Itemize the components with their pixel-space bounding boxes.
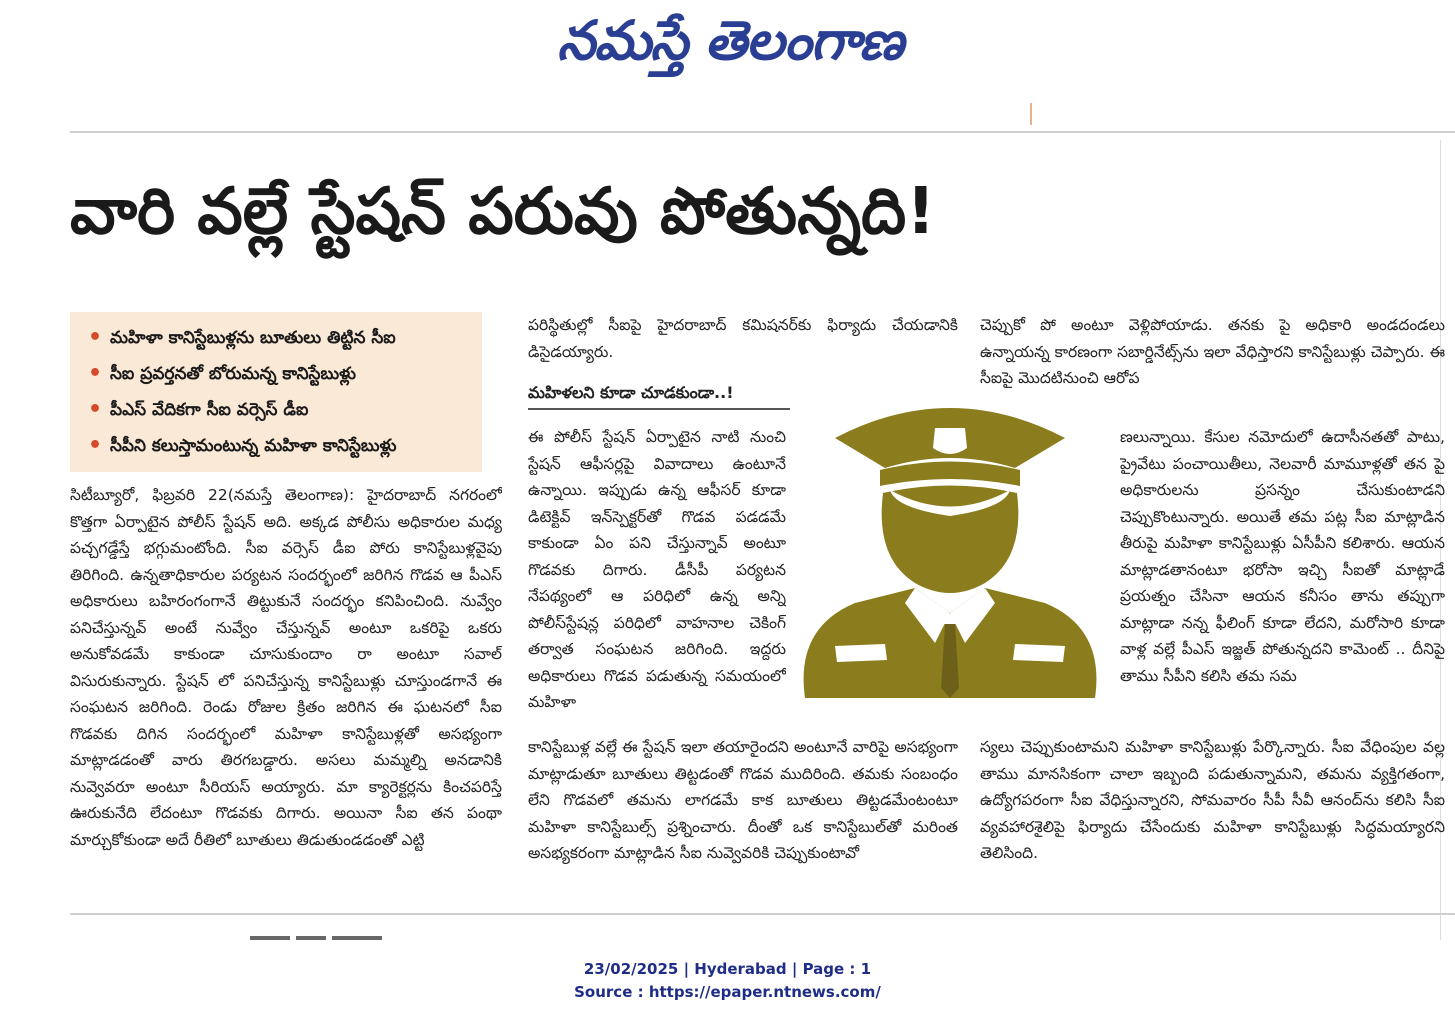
- highlight-item: • మహిళా కానిస్టేబుళ్లను బూతులు తిట్టిన సీఐ: [70, 320, 482, 356]
- masthead-logo: నమస్తే తెలంగాణ: [557, 9, 903, 72]
- bottom-rule: [70, 913, 1455, 915]
- article-column-3-bottom: స్యలు చెప్పుకుంటామని మహిళా కానిస్టేబుళ్లు పేర్కొన్నారు. సీఐ వేధింపుల వల్ల తాము మానసికంగా చాలా ఇబ్బంది పడుతున్నామని, తమను వ్యక్తిగతంగా, ఉద్యోగపరంగా సీఐ వేధిస్తున్నారని, సోమవారం సీపీ సీవీ ఆనంద్‌ను కలిసి సీఐ వ్యవహారశైలిపై ఫిర్యాదు చేసేందుకు మహిళా కానిస్టేబుళ్లు సిద్ధమయ్యారని తెలిసింది.: [980, 738, 1445, 862]
- footer-date-line: 23/02/2025 | Hyderabad | Page : 1: [583, 960, 872, 978]
- article-column-2-top: పరిస్థితుల్లో సీఐపై హైదరాబాద్ కమిషనర్‌కు ఫిర్యాదు చేయడానికి డిసైడయ్యారు.: [528, 316, 958, 361]
- article-column-1: సిటీబ్యూరో, ఫిబ్రవరి 22(నమస్తే తెలంగాణ): హైదరాబాద్ నగరంలో కొత్తగా ఏర్పాటైన పోలీస్ స్టేషన్ అది. అక్కడ పోలీసు అధికారుల మధ్య పచ్చగడ్డేస్తే భగ్గుమంటోంది. సీఐ వర్సెస్ డీఐ పోరు కానిస్టేబుళ్లవైపు తిరిగింది. ఉన్నతాధికారుల పర్యటన సందర్భంలో జరిగిన గొడవ ఆ పీఎస్ అధికారులు బహిరంగంగానే తిట్టుకునే సందర్భం కనిపించింది. నువ్వేం పనిచేస్తున్నవ్ అంటే నువ్వేం చేస్తున్నవ్ అంటూ ఒకరిపై ఒకరు అనుకోవడమే కాకుండా చూసుకుందాం రా అంటూ సవాల్ విసురుకున్నారు. స్టేషన్ లో పనిచేస్తున్న కానిస్టేబుళ్లు చూస్తుండగానే ఈ సంఘటన జరిగింది. రెండు రోజుల క్రితం జరిగిన ఈ ఘటనలో సీఐ గొడవకు దిగిన సందర్భంలో మహిళా కానిస్టేబుళ్లతో అసభ్యంగా మాట్లాడడంతో వారు తిరగబడ్డారు. అసలు మమ్మల్ని అనడానికి నువ్వెవరూ అంటూ సీరియస్ అయ్యారు. మా క్యారెక్టర్లను కించపరిస్తే ఊరుకునేది లేదంటూ గొడవకు దిగారు. అయినా సీఐ తన పంథా మార్చుకోకుండా అదే రీతిలో బూతులు తిడుతుండడంతో ఎట్టి: [70, 486, 502, 849]
- bullet-icon: •: [88, 361, 103, 386]
- bullet-icon: •: [88, 397, 103, 422]
- article-column-3: ణలున్నాయి. కేసుల నమోదులో ఉదాసీనతతో పాటు, ప్రైవేటు పంచాయితీలు, నెలవారీ మామూళ్లతో తన పై అధికారులను ప్రసన్నం చేసుకుంటాడని చెప్పుకొంటున్నారు. అయితే తమ పట్ల సీఐ మాట్లాడిన తీరుపై మహిళా కానిస్టేబుళ్లు ఏసీపీని కలిశారు. ఆయన మాట్లాడతానంటూ భరోసా ఇచ్చి సీఐతో మాట్లాడే ప్రయత్నం చేసినా ఆయన కనీసం తాను తప్పుగా మాట్లాడా నన్న ఫీలింగ్ కూడా లేదని, మరోసారి కూడా వాళ్ల వల్లే పీఎస్ ఇజ్జత్ పోతున్నదని కామెంట్ .. దీనిపై తాము సీపీని కలిసి తమ సమ: [1120, 428, 1445, 685]
- top-rule: [70, 131, 1455, 133]
- highlights-box: [70, 312, 482, 472]
- article-column-2: ఈ పోలీస్ స్టేషన్ ఏర్పాటైన నాటి నుంచి స్టేషన్ ఆఫీసర్లపై వివాదాలు ఉంటూనే ఉన్నాయి. ఇప్పుడు ఉన్న ఆఫీసర్ కూడా డిటెక్టివ్ ఇన్‌స్పెక్టర్‌తో గొడవ పడడమే కాకుండా ఏం పని చేస్తున్నావ్ అంటూ గొడవకు దిగారు. డీసీపీ పర్యటన నేపథ్యంలో ఆ పరిధిలో ఉన్న అన్ని పోలీస్‌స్టేషన్ల పరిధిలో వాహనాల చెకింగ్ తర్వాత సంఘటన జరిగింది. ఇద్దరు అధికారులు గొడవ పడుతున్న సమయంలో మహిళా: [528, 428, 786, 711]
- highlight-item: • సీపీని కలుస్తామంటున్న మహిళా కానిస్టేబుళ్లు: [70, 428, 482, 464]
- police-officer-icon: [795, 398, 1105, 698]
- bullet-icon: •: [88, 433, 103, 458]
- article-subheading: మహిళలని కూడా చూడకుండా..!: [528, 378, 790, 410]
- divider-mark: [1030, 103, 1032, 125]
- article-column-2-bottom: కానిస్టేబుళ్ల వల్లే ఈ స్టేషన్ ఇలా తయారైందని అంటూనే వారిపై అసభ్యంగా మాట్లాడుతూ బూతులు తిట్టడంతో గొడవ ముదిరింది. తమకు సంబంధం లేని గొడవలో తమను లాగడమే కాక బూతులు తిట్టడమేంటంటూ మహిళా కానిస్టేబుల్స్ ప్రశ్నించారు. దీంతో ఒక కానిస్టేబుల్‌తో మరింత అసభ్యకరంగా మాట్లాడిన సీఐ నువ్వెవరికి చెప్పుకుంటావో: [528, 738, 958, 862]
- article-headline: వారి వల్లే స్టేషన్ పరువు పోతున్నది!: [70, 175, 936, 249]
- highlight-item: • సీఐ ప్రవర్తనతో బోరుమన్న కానిస్టేబుళ్లు: [70, 356, 482, 392]
- bullet-icon: •: [88, 325, 103, 350]
- article-column-3-top: చెప్పుకో పో అంటూ వెళ్లిపోయాడు. తనకు పై అధికారి అండదండలు ఉన్నాయన్న కారణంగా సబార్డినేట్స్‌ను ఇలా వేధిస్తారని కానిస్టేబుళ్లు చెప్పారు. ఈ సీఐపై మొదటినుంచి ఆరోప: [980, 316, 1445, 387]
- highlight-item: • పీఎస్ వేదికగా సీఐ వర్సెస్ డీఐ: [70, 392, 482, 428]
- footer-source-line: Source : https://epaper.ntnews.com/: [574, 983, 881, 1001]
- cut-off-text-fragment: [250, 936, 430, 944]
